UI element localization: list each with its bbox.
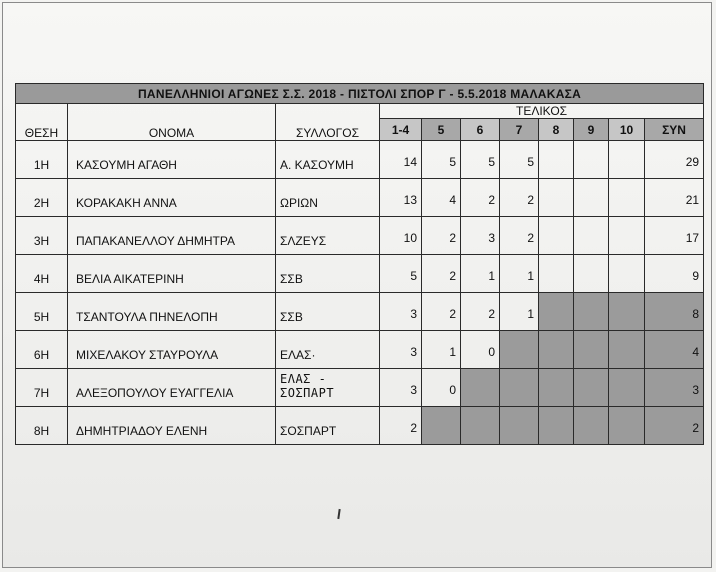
row-position: 4Η: [16, 255, 68, 293]
row-shot-score: 14: [380, 141, 422, 179]
row-total: 3: [645, 369, 704, 407]
table-row: [16, 255, 704, 293]
header-shot-9: 9: [574, 119, 609, 141]
header-position: ΘΕΣΗ: [16, 104, 68, 141]
row-total: 9: [645, 255, 704, 293]
table-row: [16, 141, 704, 179]
row-shot-score: [574, 141, 609, 179]
header-total: ΣΥΝ: [645, 119, 704, 141]
row-shot-score: [539, 407, 574, 445]
table-row: [16, 331, 704, 369]
page-frame: [2, 2, 712, 568]
paper-sheet: [3, 3, 711, 567]
row-shot-score: 3: [461, 217, 500, 255]
row-shot-score: 5: [500, 141, 539, 179]
row-name: ΚΑΣΟΥΜΗ ΑΓΑΘΗ: [68, 141, 276, 179]
row-shot-score: [609, 407, 645, 445]
results-table: [15, 83, 704, 445]
row-position: 8Η: [16, 407, 68, 445]
row-shot-score: 2: [422, 255, 461, 293]
row-position: 3Η: [16, 217, 68, 255]
header-name: ΟΝΟΜΑ: [68, 104, 276, 141]
row-shot-score: [539, 255, 574, 293]
row-shot-score: 2: [461, 179, 500, 217]
row-position: 7Η: [16, 369, 68, 407]
row-shot-score: [574, 369, 609, 407]
row-name: ΤΣΑΝΤΟΥΛΑ ΠΗΝΕΛΟΠΗ: [68, 293, 276, 331]
row-shot-score: 0: [461, 331, 500, 369]
table-title: ΠΑΝΕΛΛΗΝΙΟΙ ΑΓΩΝΕΣ Σ.Σ. 2018 - ΠΙΣΤΟΛΙ ΣΠΟΡ Γ - 5.5.2018 ΜΑΛΑΚΑΣΑ: [16, 84, 704, 104]
header-shot-8: 8: [539, 119, 574, 141]
row-position: 1Η: [16, 141, 68, 179]
row-shot-score: [539, 179, 574, 217]
row-shot-score: 3: [380, 331, 422, 369]
row-shot-score: [539, 293, 574, 331]
row-shot-score: 5: [422, 141, 461, 179]
row-shot-score: [609, 217, 645, 255]
row-shot-score: [461, 407, 500, 445]
row-shot-score: 5: [461, 141, 500, 179]
table-row: [16, 369, 704, 407]
row-shot-score: [461, 369, 500, 407]
row-position: 5Η: [16, 293, 68, 331]
table-row: [16, 217, 704, 255]
row-club: ΣΛΖΕΥΣ: [276, 217, 380, 255]
row-total: 17: [645, 217, 704, 255]
row-position: 2Η: [16, 179, 68, 217]
row-club: ΕΛΑΣ·: [276, 331, 380, 369]
row-shot-score: 1: [500, 293, 539, 331]
row-shot-score: [609, 331, 645, 369]
row-club: ΣΣΒ: [276, 255, 380, 293]
row-shot-score: 2: [500, 217, 539, 255]
row-total: 4: [645, 331, 704, 369]
row-shot-score: [422, 407, 461, 445]
table-row: [16, 407, 704, 445]
row-total: 2: [645, 407, 704, 445]
row-total: 29: [645, 141, 704, 179]
row-name: ΚΟΡΑΚΑΚΗ ΑΝΝΑ: [68, 179, 276, 217]
row-club: ΩΡΙΩΝ: [276, 179, 380, 217]
row-shot-score: 4: [422, 179, 461, 217]
row-total: 21: [645, 179, 704, 217]
row-shot-score: [574, 407, 609, 445]
row-shot-score: 2: [422, 217, 461, 255]
row-shot-score: [609, 141, 645, 179]
row-shot-score: 3: [380, 293, 422, 331]
row-club: ΣΣΒ: [276, 293, 380, 331]
row-shot-score: [574, 217, 609, 255]
row-shot-score: [609, 255, 645, 293]
row-name: ΑΛΕΞΟΠΟΥΛΟΥ ΕΥΑΓΓΕΛΙΑ: [68, 369, 276, 407]
row-shot-score: 2: [500, 179, 539, 217]
row-shot-score: [539, 217, 574, 255]
header-club: ΣΥΛΛΟΓΟΣ: [276, 104, 380, 141]
row-shot-score: [609, 179, 645, 217]
row-shot-score: 13: [380, 179, 422, 217]
row-shot-score: [574, 293, 609, 331]
header-shot-10: 10: [609, 119, 645, 141]
row-shot-score: [500, 369, 539, 407]
row-club: ΣΟΣΠΑΡΤ: [276, 407, 380, 445]
row-shot-score: 2: [380, 407, 422, 445]
header-shot-5: 5: [422, 119, 461, 141]
table-row: [16, 179, 704, 217]
row-name: ΠΑΠΑΚΑΝΕΛΛΟΥ ΔΗΜΗΤΡΑ: [68, 217, 276, 255]
header-shot-6: 6: [461, 119, 500, 141]
row-shot-score: 2: [461, 293, 500, 331]
row-shot-score: [539, 369, 574, 407]
row-club: Α. ΚΑΣΟΥΜΗ: [276, 141, 380, 179]
row-shot-score: [574, 255, 609, 293]
header-shot-1-4: 1-4: [380, 119, 422, 141]
header-final: ΤΕΛΙΚΟΣ: [380, 104, 704, 119]
row-shot-score: [500, 407, 539, 445]
row-shot-score: 3: [380, 369, 422, 407]
row-shot-score: [609, 293, 645, 331]
row-total: 8: [645, 293, 704, 331]
row-shot-score: [574, 331, 609, 369]
row-shot-score: [539, 141, 574, 179]
row-shot-score: [500, 331, 539, 369]
row-shot-score: [609, 369, 645, 407]
row-shot-score: 1: [500, 255, 539, 293]
row-shot-score: 10: [380, 217, 422, 255]
row-club: ΕΛΑΣ - ΣΟΣΠΑΡΤ: [276, 369, 380, 407]
row-shot-score: [539, 331, 574, 369]
row-name: ΔΗΜΗΤΡΙΑΔΟΥ ΕΛΕΝΗ: [68, 407, 276, 445]
row-shot-score: 5: [380, 255, 422, 293]
table-row: [16, 293, 704, 331]
row-shot-score: 1: [461, 255, 500, 293]
header-shot-7: 7: [500, 119, 539, 141]
pen-mark: [337, 509, 340, 519]
row-name: ΜΙΧΕΛΑΚΟΥ ΣΤΑΥΡΟΥΛΑ: [68, 331, 276, 369]
row-shot-score: 0: [422, 369, 461, 407]
row-shot-score: [574, 179, 609, 217]
row-position: 6Η: [16, 331, 68, 369]
row-name: ΒΕΛΙΑ ΑΙΚΑΤΕΡΙΝΗ: [68, 255, 276, 293]
row-shot-score: 1: [422, 331, 461, 369]
row-shot-score: 2: [422, 293, 461, 331]
